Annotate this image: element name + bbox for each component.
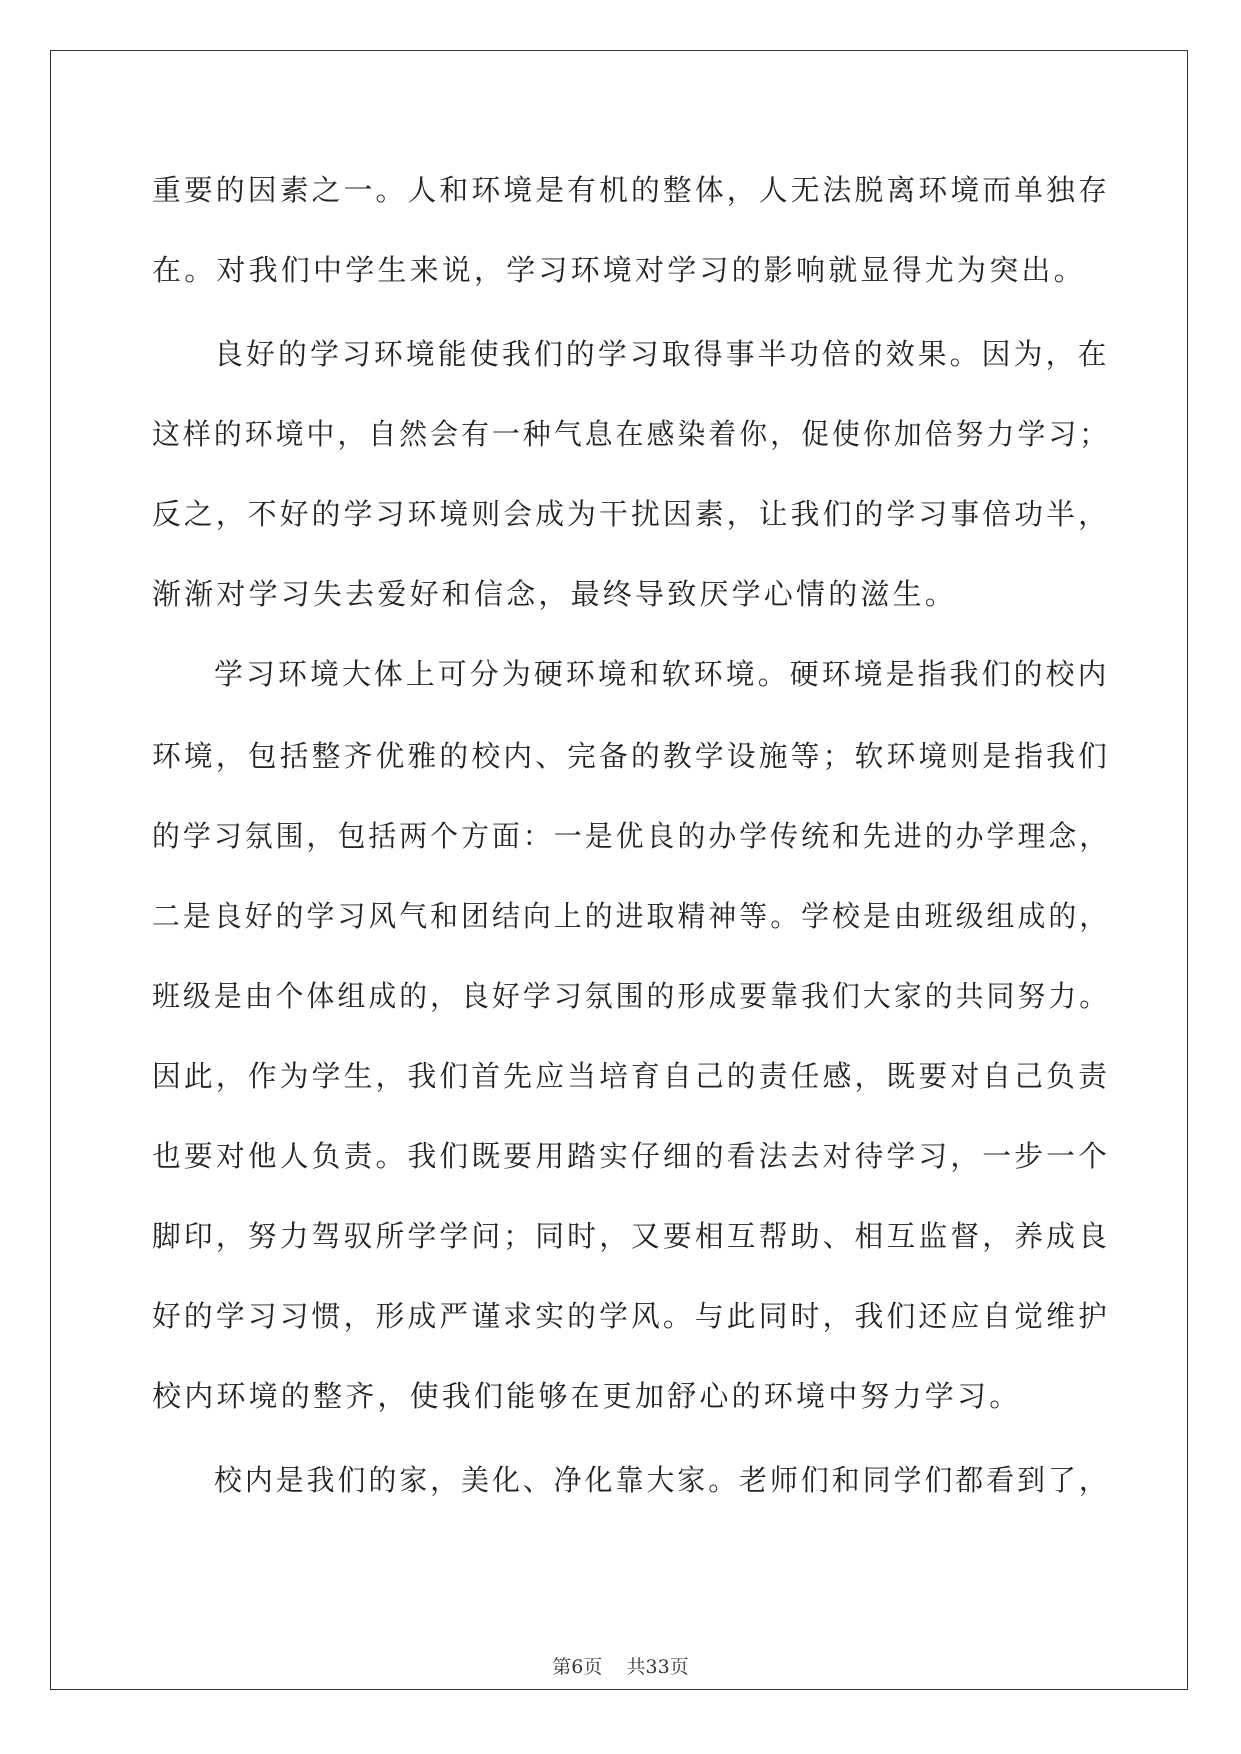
text-line: 在。对我们中学生来说，学习环境对学习的影响就显得尤为突出。 — [152, 253, 1086, 287]
text-line: 的学习氛围，包括两个方面：一是优良的办学传统和先进的办学理念， — [152, 819, 1111, 853]
text-line: 脚印，努力驾驭所学学问；同时，又要相互帮助、相互监督，养成良 — [152, 1219, 1111, 1253]
text-line: 环境，包括整齐优雅的校内、完备的教学设施等；软环境则是指我们 — [152, 739, 1111, 773]
paragraph-start-line: 学习环境大体上可分为硬环境和软环境。硬环境是指我们的校内 — [214, 657, 1110, 691]
paragraph-start-line: 良好的学习环境能使我们的学习取得事半功倍的效果。因为，在 — [214, 337, 1110, 371]
text-line: 渐渐对学习失去爱好和信念，最终导致厌学心情的滋生。 — [152, 577, 958, 611]
text-line: 这样的环境中，自然会有一种气息在感染着你，促使你加倍努力学习； — [152, 417, 1111, 451]
paragraph-start-line: 校内是我们的家，美化、净化靠大家。老师们和同学们都看到了， — [214, 1463, 1110, 1497]
text-line: 校内环境的整齐，使我们能够在更加舒心的环境中努力学习。 — [152, 1379, 1022, 1413]
text-line: 因此，作为学生，我们首先应当培育自己的责任感，既要对自己负责 — [152, 1059, 1111, 1093]
page-footer — [0, 1652, 1241, 1679]
text-line: 反之，不好的学习环境则会成为干扰因素，让我们的学习事倍功半， — [152, 497, 1111, 531]
text-line: 班级是由个体组成的，良好学习氛围的形成要靠我们大家的共同努力。 — [152, 979, 1111, 1013]
text-line: 也要对他人负责。我们既要用踏实仔细的看法去对待学习，一步一个 — [152, 1139, 1111, 1173]
page-total: 共33页 — [626, 1656, 689, 1678]
text-line: 好的学习习惯，形成严谨求实的学风。与此同时，我们还应自觉维护 — [152, 1299, 1111, 1333]
text-line: 重要的因素之一。人和环境是有机的整体，人无法脱离环境而单独存 — [152, 173, 1111, 207]
page-number: 第6页 — [552, 1656, 603, 1678]
text-line: 二是良好的学习风气和团结向上的进取精神等。学校是由班级组成的， — [152, 899, 1111, 933]
page-frame — [50, 50, 1188, 1690]
